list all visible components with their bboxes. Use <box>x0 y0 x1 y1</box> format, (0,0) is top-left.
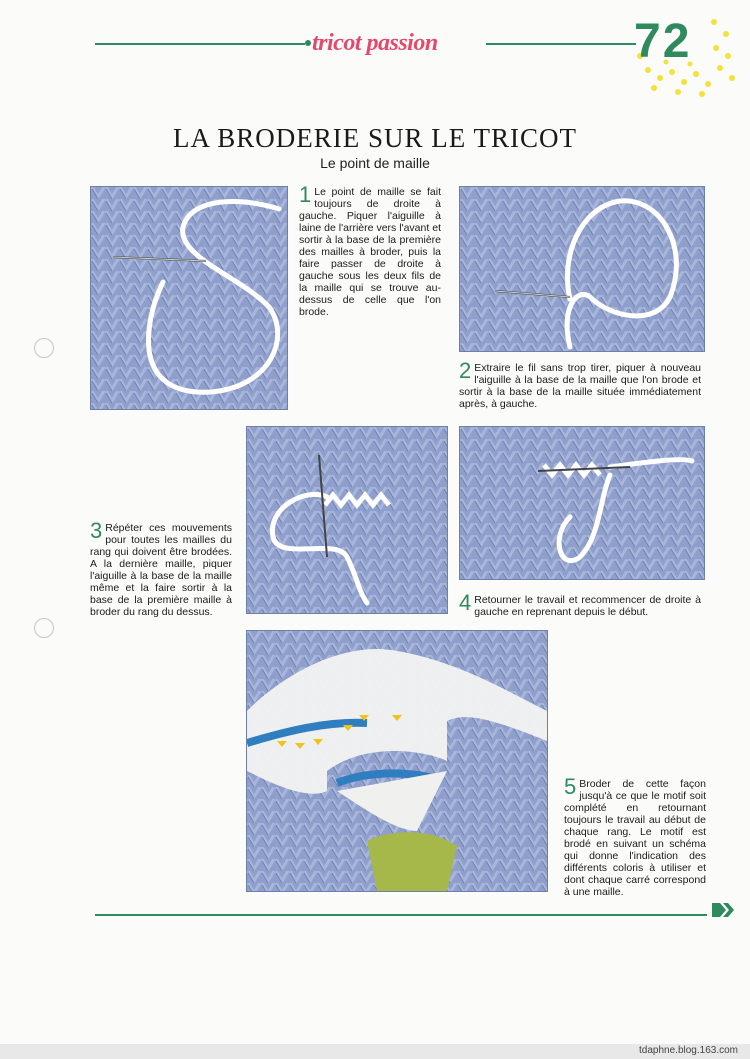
page-number: 72 <box>634 15 692 68</box>
source-watermark: tdaphne.blog.163.com <box>639 1045 738 1056</box>
step2-photo <box>459 186 705 352</box>
step5-body: Broder de cette façon jusqu'à ce que le motif soit complété en retournant toujours le travail au début de chaque rang. Le motif est brodé en suivant un schéma qui donne l'indication des différents coloris à utiliser et dont chaque carré correspond à une maille. <box>564 778 706 898</box>
footer-rule <box>95 914 707 916</box>
step3-body: Répéter ces mouvements pour toutes les mailles du rang qui doivent être brodées. A la dernière maille, piquer l'aiguille à la base de la maille même et la faire sortir à la base de la première maille à broder du rang du dessus. <box>90 522 232 618</box>
step4-photo <box>459 426 705 580</box>
step1-number: 1 <box>299 182 312 207</box>
step2-text <box>459 358 701 410</box>
binder-hole-bottom <box>34 618 54 638</box>
header-rule-left <box>95 43 305 45</box>
step2-body: Extraire le fil sans trop tirer, piquer à nouveau l'aiguille à la base de la maille que l'on brode et sortir à la base de la maille située immédiatement après, à gauche. <box>459 362 701 410</box>
article-title: LA BRODERIE SUR LE TRICOT <box>172 123 577 153</box>
article-subtitle: Le point de maille <box>320 155 430 171</box>
step1-text <box>299 182 441 318</box>
step4-body: Retourner le travail et recommencer de droite à gauche en reprenant depuis le début. <box>474 594 701 618</box>
step5-number: 5 <box>564 774 577 799</box>
step5-photo-motif <box>246 630 548 892</box>
step4-text <box>459 590 701 618</box>
step3-photo <box>246 426 448 614</box>
step1-body: Le point de maille se fait toujours de droite à gauche. Piquer l'aiguille à laine de l'arrière vers l'avant et sortir à la base de la première des mailles à broder, puis la faire passer de droite à gauche sous les deux fils de la maille qui se trouve au-dessus de celle que l'on brode. <box>299 186 441 318</box>
magazine-title: tricot passion <box>312 30 438 56</box>
step2-number: 2 <box>459 358 472 383</box>
step1-photo <box>90 186 288 410</box>
header-bullet <box>305 40 311 46</box>
scan-footer-bar <box>0 1044 750 1059</box>
step3-number: 3 <box>90 518 103 543</box>
binder-hole-top <box>34 338 54 358</box>
next-page-arrow-icon <box>710 901 736 919</box>
header-rule-right <box>486 43 636 45</box>
step5-text <box>564 774 706 898</box>
step4-number: 4 <box>459 590 472 615</box>
step3-text <box>90 518 232 618</box>
